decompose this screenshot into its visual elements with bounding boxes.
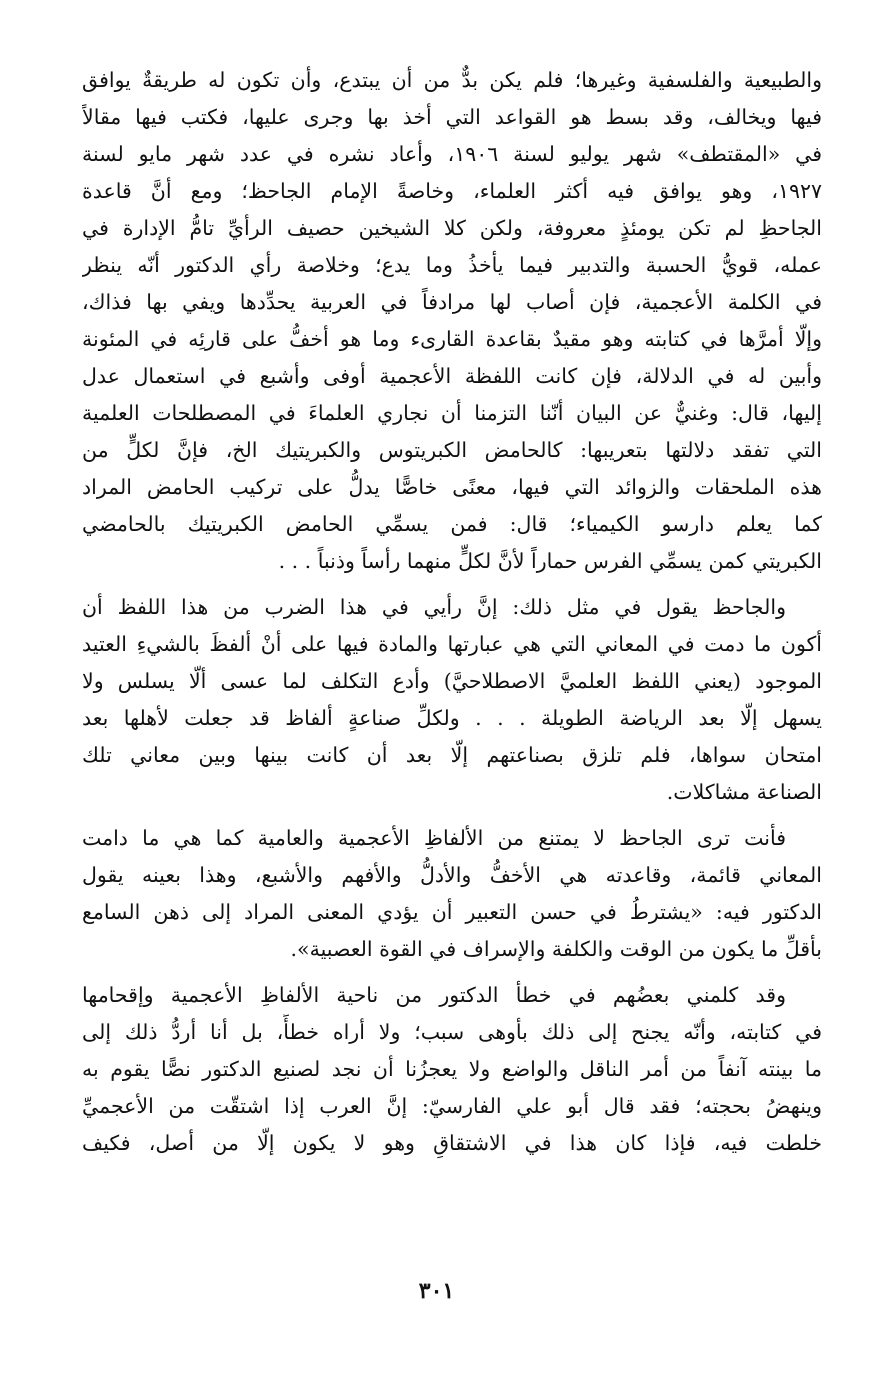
text-line: كما يعلم دارسو الكيمياء؛ قال: فمن يسمِّي الحامض الكبريتيك بالحامضي xyxy=(82,512,822,536)
paragraph-1 xyxy=(82,62,822,580)
text-line: المعاني قائمة، وقاعدته هي الأخفُّ والأدلُّ والأفهم والأشبع، وهذا بعينه يقول xyxy=(82,863,822,887)
text-line: إليها، قال: وغنيٌّ عن البيان أنّنا التزمنا أن نجاري العلماءَ في المصطلحات العلمية xyxy=(82,401,822,425)
paragraph-gap xyxy=(82,811,822,820)
text-line: في الكلمة الأعجمية، فإن أصاب لها مرادفاً في العربية يحدِّدها ويفي بها فذاك، xyxy=(82,290,822,314)
text-line: الجاحظِ لم تكن يومئذٍ معروفة، ولكن كلا الشيخين حصيف الرأيِّ تامُّ الإدارة في xyxy=(82,216,822,240)
text-line: يسهل إلّا بعد الرياضة الطويلة . . . ولكلِّ صناعةٍ ألفاظ قد جعلت لأهلها بعد xyxy=(82,706,822,730)
text-line: والطبيعية والفلسفية وغيرها؛ فلم يكن بدٌّ من أن يبتدع، وأن تكون له طريقةٌ يوافق xyxy=(82,68,822,92)
text-line: فيها ويخالف، وقد بسط هو القواعد التي أخذ بها وجرى عليها، فكتب فيها مقالاً xyxy=(82,105,822,129)
paragraph-gap xyxy=(82,580,822,589)
page-body xyxy=(82,62,822,1292)
paragraph-3 xyxy=(82,820,822,968)
text-line: في كتابته، وأنّه يجنح إلى ذلك بأوهى سبب؛ ولا أراه خطأً، بل أنا أردُّ ذلك إلى xyxy=(82,1020,822,1044)
text-line: والجاحظ يقول في مثل ذلك: إنَّ رأيي في هذا الضرب من هذا اللفظ أن xyxy=(82,595,786,619)
text-line: فأنت ترى الجاحظ لا يمتنع من الألفاظِ الأعجمية والعامية كما هي ما دامت xyxy=(82,826,786,850)
text-line: التي تفقد دلالتها بتعريبها: كالحامض الكبريتوس والكبريتيك الخ، فإنَّ لكلٍّ من xyxy=(82,438,822,462)
text-line: وينهضُ بحجته؛ فقد قال أبو علي الفارسيّ: إنَّ العرب إذا اشتقّت من الأعجميِّ xyxy=(82,1094,822,1118)
text-line: ما بينته آنفاً من أمر الناقل والواضع ولا يعجزُنا أن نجد لصنيع الدكتور نصًّا يقوم به xyxy=(82,1057,822,1081)
text-line: وإلّا أمرَّها في كتابته وهو مقيدٌ بقاعدة القارىء وما هو أخفُّ على قارئِه في المئونة xyxy=(82,327,822,351)
text-line: وأبين له في الدلالة، فإن كانت اللفظة الأعجمية أوفى وأشبع في استعمال عدل xyxy=(82,364,822,388)
text-line: بأقلِّ ما يكون من الوقت والكلفة والإسراف في القوة العصبية». xyxy=(290,937,822,961)
paragraph-4 xyxy=(82,977,822,1162)
page-number: ٣٠١ xyxy=(418,1278,455,1304)
text-line: الكبريتي كمن يسمِّي الفرس حماراً لأنَّ لكلٍّ منهما رأساً وذنباً . . . xyxy=(278,549,822,573)
paragraph-2 xyxy=(82,589,822,811)
text-line: عمله، قويُّ الحسبة والتدبير فيما يأخذُ وما يدع؛ وخلاصة رأي الدكتور أنّه ينظر xyxy=(82,253,822,277)
text-line: خلطت فيه، فإذا كان هذا في الاشتقاقِ وهو لا يكون إلّا من أصل، فكيف xyxy=(82,1131,822,1155)
text-line: في «المقتطف» شهر يوليو لسنة ١٩٠٦، وأعاد نشره في عدد شهر مايو لسنة xyxy=(82,142,822,166)
text-line: ١٩٢٧، وهو يوافق فيه أكثر العلماء، وخاصةً الإمام الجاحظ؛ ومع أنَّ قاعدة xyxy=(82,179,822,203)
text-line: هذه الملحقات والزوائد التي فيها، معنًى خاصًّا يدلُّ على تركيب الحامض المراد xyxy=(82,475,822,499)
text-line: امتحان سواها، فلم تلزق بصناعتهم إلّا بعد أن كانت بينها وبين معاني تلك xyxy=(82,743,822,767)
text-line: الموجود (يعني اللفظ العلميَّ الاصطلاحيَّ) وأدع التكلف لما عسى ألّا يسلس ولا xyxy=(82,669,822,693)
paragraph-gap xyxy=(82,968,822,977)
text-line: أكون ما دمت في المعاني التي هي عبارتها والمادة فيها على أنْ ألفظَ بالشيءِ العتيد xyxy=(82,632,822,656)
text-line: الصناعة مشاكلات. xyxy=(666,780,822,804)
text-line: الدكتور فيه: «يشترطُ في حسن التعبير أن يؤدي المعنى المراد إلى ذهن السامع xyxy=(82,900,822,924)
text-line: وقد كلمني بعضُهم في خطأ الدكتور من ناحية الألفاظِ الأعجمية وإقحامها xyxy=(82,983,786,1007)
